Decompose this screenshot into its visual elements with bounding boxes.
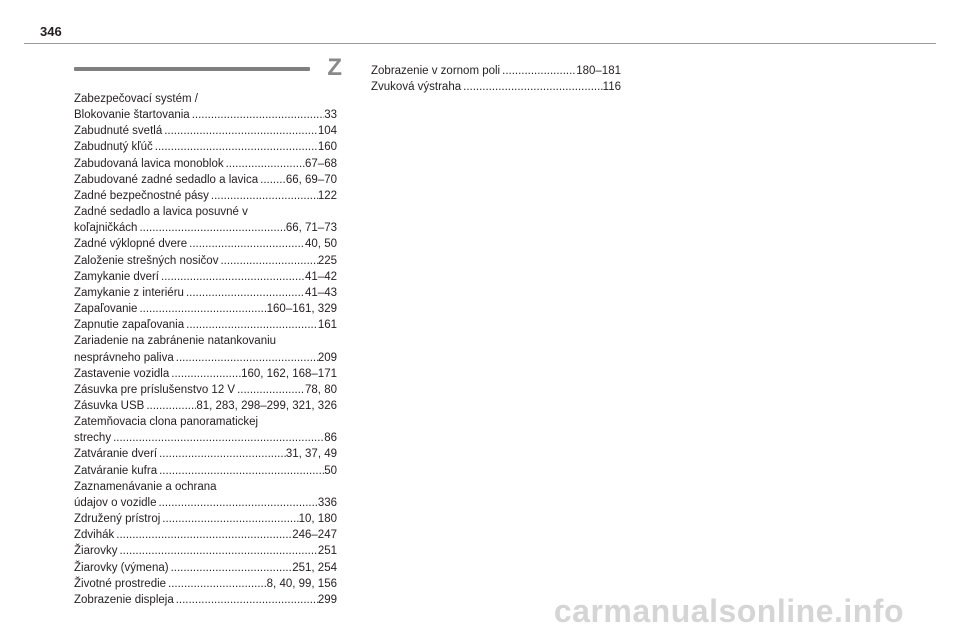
index-entry bbox=[74, 511, 337, 527]
index-entry bbox=[74, 123, 337, 139]
dot-leader bbox=[162, 123, 318, 139]
index-page-refs: 81, 283, 298–299, 321, 326 bbox=[196, 399, 337, 412]
index-page-refs: 41–42 bbox=[305, 270, 337, 283]
index-entry-row bbox=[74, 366, 337, 382]
index-page-refs: 251, 254 bbox=[292, 561, 337, 574]
index-entry-row bbox=[74, 188, 337, 204]
index-entry-row bbox=[74, 576, 337, 592]
dot-leader bbox=[209, 188, 318, 204]
index-page-refs: 66, 71–73 bbox=[285, 222, 337, 235]
index-entry bbox=[74, 139, 337, 155]
index-page-refs: 225 bbox=[317, 254, 337, 267]
index-entry-row bbox=[74, 463, 337, 479]
index-entry bbox=[74, 446, 337, 462]
dot-leader bbox=[157, 463, 324, 479]
index-page-refs: 78, 80 bbox=[305, 383, 337, 396]
index-term: Zamykanie z interiéru bbox=[74, 286, 184, 299]
section-letter: Z bbox=[327, 54, 342, 81]
index-term: Zabudované zadné sedadlo a lavica bbox=[74, 173, 259, 186]
index-page-refs: 50 bbox=[324, 464, 337, 477]
index-term: Zatváranie kufra bbox=[74, 464, 158, 477]
dot-leader bbox=[218, 253, 317, 269]
index-entry bbox=[371, 79, 621, 95]
dot-leader bbox=[157, 446, 286, 462]
index-page-refs: 251 bbox=[317, 545, 337, 558]
dot-leader bbox=[174, 350, 318, 366]
index-term: Žiarovky bbox=[74, 545, 118, 558]
index-entry-row bbox=[74, 398, 337, 414]
index-column-right bbox=[371, 63, 621, 95]
index-term: Životné prostredie bbox=[74, 577, 167, 590]
index-entry-heading: Zatemňovacia clona panoramatickej bbox=[74, 416, 259, 429]
dot-leader bbox=[156, 495, 317, 511]
index-entry-row bbox=[74, 236, 337, 252]
index-page-refs: 86 bbox=[324, 432, 337, 445]
index-entry-row bbox=[74, 317, 337, 333]
index-entry-row bbox=[74, 269, 337, 285]
page-number: 346 bbox=[40, 24, 62, 39]
header-divider bbox=[24, 43, 936, 44]
index-page-refs: 33 bbox=[324, 109, 337, 122]
section-header bbox=[74, 54, 346, 82]
index-entry-heading: Zadné sedadlo a lavica posuvné v bbox=[74, 206, 248, 219]
index-entry bbox=[74, 285, 337, 301]
section-bar bbox=[74, 67, 310, 71]
index-entry bbox=[74, 527, 337, 543]
index-term: Založenie strešných nosičov bbox=[74, 254, 219, 267]
index-term: Zdvihák bbox=[74, 529, 115, 542]
index-term: Zvuková výstraha bbox=[371, 81, 462, 94]
index-term: Združený prístroj bbox=[74, 513, 161, 526]
index-entry-row bbox=[371, 79, 621, 95]
index-entry-row bbox=[74, 543, 337, 559]
dot-leader bbox=[174, 592, 318, 608]
index-entry-row bbox=[74, 430, 337, 446]
index-entry bbox=[74, 576, 337, 592]
index-entry-row bbox=[74, 527, 337, 543]
index-entry bbox=[74, 91, 337, 123]
index-entry-row bbox=[74, 382, 337, 398]
dot-leader bbox=[159, 269, 305, 285]
index-term: Zadné bezpečnostné pásy bbox=[74, 189, 209, 202]
index-term: Zabudnuté svetlá bbox=[74, 125, 163, 138]
index-entry bbox=[74, 301, 337, 317]
index-term: Zastavenie vozidla bbox=[74, 367, 170, 380]
index-term: Zobrazenie displeja bbox=[74, 593, 174, 606]
index-term: Blokovanie štartovania bbox=[74, 109, 190, 122]
index-page-refs: 31, 37, 49 bbox=[285, 448, 337, 461]
dot-leader bbox=[258, 172, 286, 188]
index-term: Zatváranie dverí bbox=[74, 448, 158, 461]
index-term: Zabudovaná lavica monoblok bbox=[74, 157, 224, 170]
index-page-refs: 10, 180 bbox=[298, 513, 337, 526]
index-entry bbox=[371, 63, 621, 79]
index-page-refs: 160, 162, 168–171 bbox=[241, 367, 337, 380]
dot-leader bbox=[235, 382, 305, 398]
index-entry bbox=[74, 382, 337, 398]
dot-leader bbox=[461, 79, 603, 95]
index-term: koľajničkách bbox=[74, 222, 138, 235]
index-entry bbox=[74, 172, 337, 188]
index-entry-row bbox=[74, 446, 337, 462]
index-term: Žiarovky (výmena) bbox=[74, 561, 169, 574]
index-entry-heading: Zabezpečovací systém / bbox=[74, 93, 198, 105]
index-entry-row bbox=[74, 253, 337, 269]
index-entry-heading: Zaznamenávanie a ochrana bbox=[74, 480, 217, 493]
index-entry bbox=[74, 236, 337, 252]
index-page-refs: 104 bbox=[317, 125, 337, 138]
index-entry-heading: Zariadenie na zabránenie natankovaniu bbox=[74, 335, 277, 348]
index-entry bbox=[74, 204, 337, 236]
index-page-refs: 299 bbox=[317, 593, 337, 606]
index-entry-row bbox=[74, 220, 337, 236]
index-page-refs: 209 bbox=[317, 351, 337, 364]
dot-leader bbox=[190, 107, 324, 123]
index-entry-row bbox=[74, 511, 337, 527]
index-entry bbox=[74, 156, 337, 172]
dot-leader bbox=[111, 430, 324, 446]
index-entry bbox=[74, 269, 337, 285]
index-entry bbox=[74, 188, 337, 204]
index-entry bbox=[74, 479, 337, 511]
index-term: strechy bbox=[74, 432, 112, 445]
index-entry bbox=[74, 253, 337, 269]
index-entry-row bbox=[371, 63, 621, 79]
index-page-refs: 8, 40, 99, 156 bbox=[266, 577, 337, 590]
watermark: carmanualsonline.info bbox=[553, 593, 904, 629]
index-entry bbox=[74, 333, 337, 365]
dot-leader bbox=[137, 301, 266, 317]
dot-leader bbox=[144, 398, 196, 414]
index-entry-row bbox=[74, 156, 337, 172]
dot-leader bbox=[169, 366, 241, 382]
index-page-refs: 246–247 bbox=[292, 529, 337, 542]
index-term: Zabudnutý kľúč bbox=[74, 141, 153, 154]
index-entry-row bbox=[74, 560, 337, 576]
index-page-refs: 160–161, 329 bbox=[266, 303, 337, 316]
dot-leader bbox=[184, 317, 318, 333]
dot-leader bbox=[137, 220, 285, 236]
index-term: nesprávneho paliva bbox=[74, 351, 174, 364]
index-page-refs: 66, 69–70 bbox=[285, 173, 337, 186]
index-entry-row bbox=[74, 592, 337, 608]
index-entry bbox=[74, 543, 337, 559]
index-entry bbox=[74, 560, 337, 576]
index-term: Zobrazenie v zornom poli bbox=[371, 65, 501, 77]
index-term: Zásuvka USB bbox=[74, 399, 145, 412]
index-page-refs: 336 bbox=[317, 496, 337, 509]
index-entry bbox=[74, 592, 337, 608]
index-page-refs: 180–181 bbox=[576, 65, 621, 77]
index-entry-row bbox=[74, 350, 337, 366]
index-column-left bbox=[74, 91, 337, 608]
index-entry bbox=[74, 366, 337, 382]
dot-leader bbox=[169, 560, 293, 576]
index-page-refs: 122 bbox=[317, 189, 337, 202]
index-term: Zásuvka pre príslušenstvo 12 V bbox=[74, 383, 236, 396]
index-entry bbox=[74, 317, 337, 333]
dot-leader bbox=[184, 285, 305, 301]
index-entry-row bbox=[74, 123, 337, 139]
index-page-refs: 41–43 bbox=[305, 286, 337, 299]
index-term: Zamykanie dverí bbox=[74, 270, 160, 283]
index-entry-row bbox=[74, 172, 337, 188]
index-term: Zadné výklopné dvere bbox=[74, 238, 188, 251]
index-entry bbox=[74, 398, 337, 414]
index-page-refs: 161 bbox=[317, 319, 337, 332]
index-entry bbox=[74, 414, 337, 446]
index-entry-row bbox=[74, 301, 337, 317]
index-term: Zapnutie zapaľovania bbox=[74, 319, 185, 332]
dot-leader bbox=[160, 511, 298, 527]
dot-leader bbox=[224, 156, 305, 172]
index-page-refs: 160 bbox=[317, 141, 337, 154]
index-page-refs: 116 bbox=[602, 81, 621, 94]
dot-leader bbox=[166, 576, 267, 592]
index-term: Zapaľovanie bbox=[74, 303, 138, 316]
index-entry bbox=[74, 463, 337, 479]
index-page-refs: 40, 50 bbox=[305, 238, 337, 251]
index-page-refs: 67–68 bbox=[305, 157, 337, 170]
dot-leader bbox=[153, 139, 318, 155]
index-entry-row bbox=[74, 285, 337, 301]
index-term: údajov o vozidle bbox=[74, 496, 157, 509]
dot-leader bbox=[187, 236, 305, 252]
dot-leader bbox=[117, 543, 317, 559]
index-entry-row bbox=[74, 107, 337, 123]
index-entry-row bbox=[74, 495, 337, 511]
dot-leader bbox=[114, 527, 292, 543]
index-entry-row bbox=[74, 139, 337, 155]
dot-leader bbox=[500, 63, 576, 79]
